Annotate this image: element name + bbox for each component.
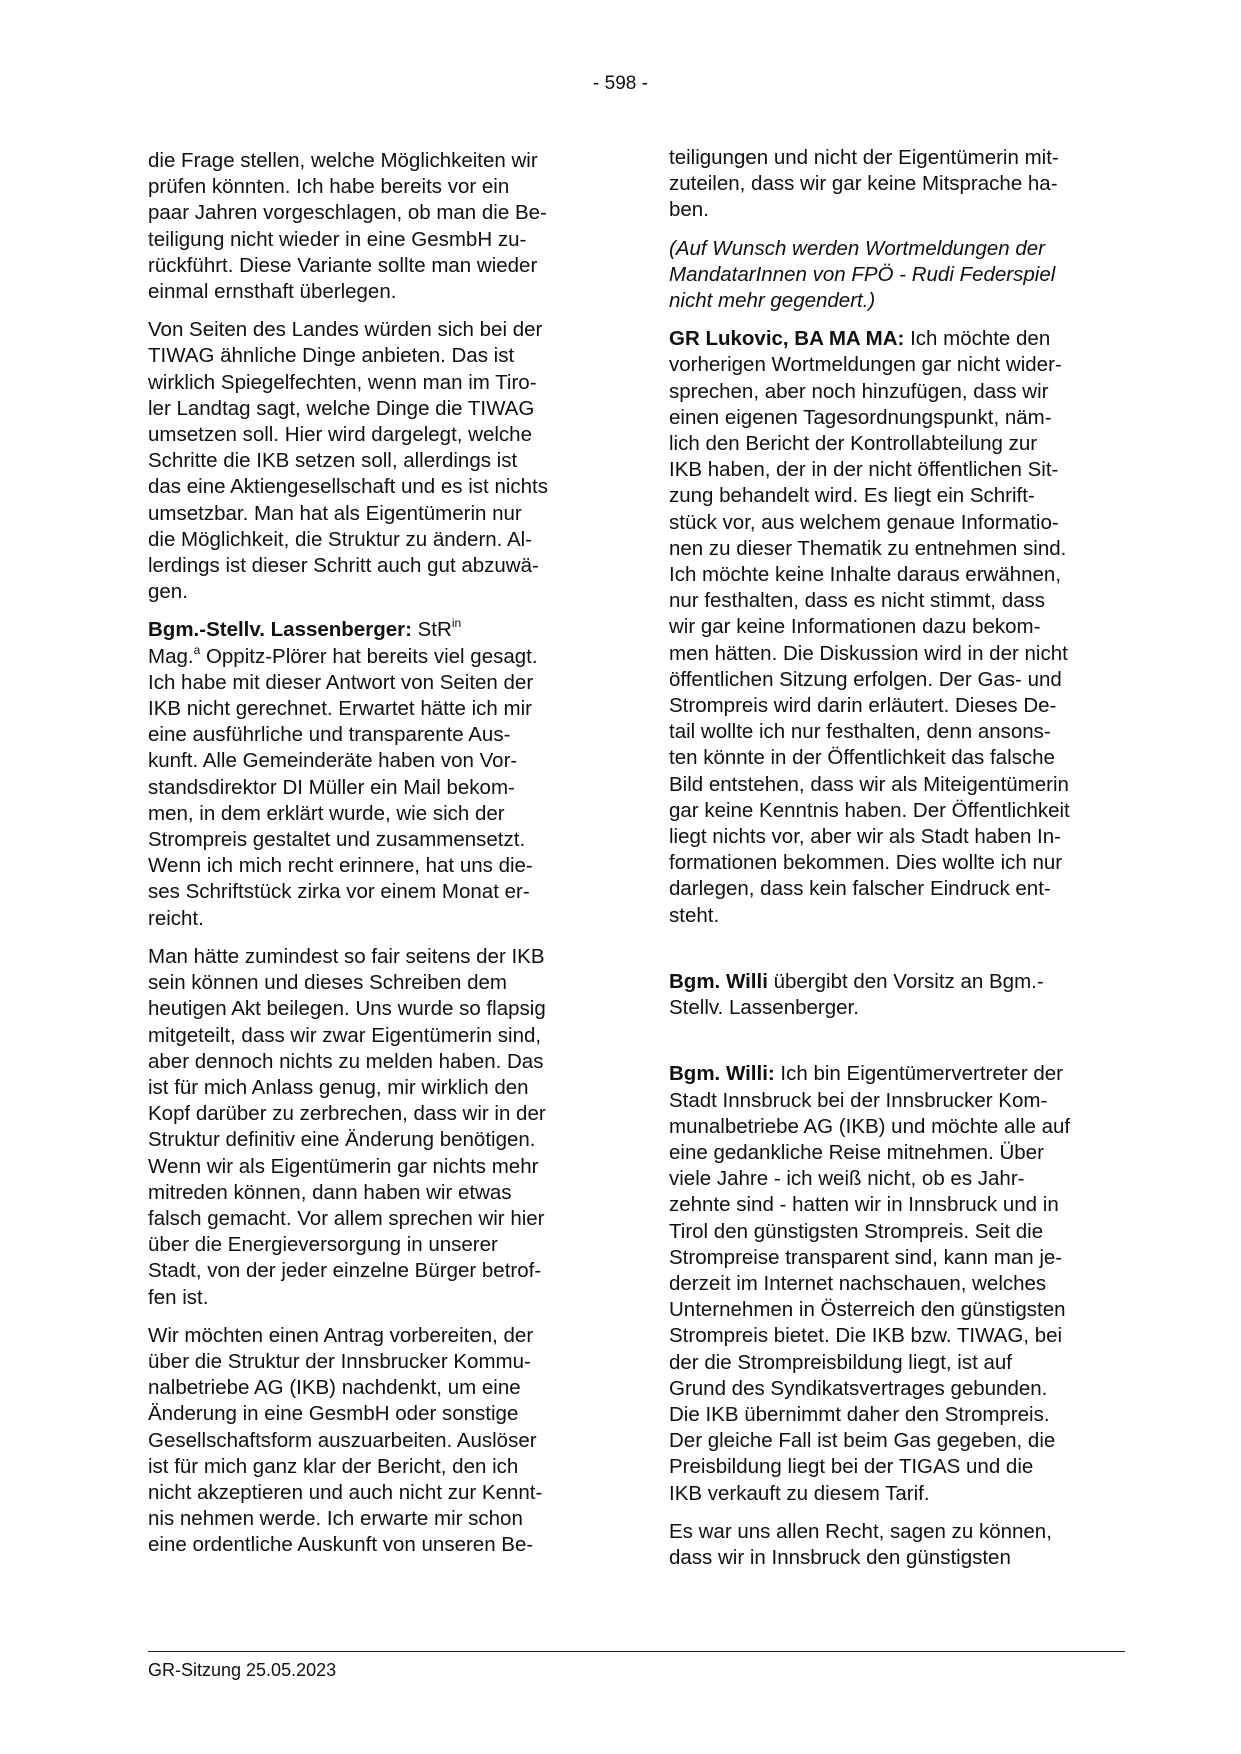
footer-divider [148,1651,1125,1652]
paragraph: Wir möchten einen Antrag vorbereiten, der über die Struktur der Innsbrucker Kommu- nalbetriebe AG (IKB) nachdenkt, um eine Änderung in eine GesmbH oder sonstige Gesellschaftsform auszuarbeiten. Auslöser ist für mich ganz klar der Bericht, den ich nicht akzeptieren und auch nicht zur Kennt- nis nehmen werde. Ich erwarte mir schon eine ordentliche Auskunft von unseren Be- [148,1323,543,1557]
speech-text: Oppitz-Plörer hat bereits viel gesagt. Ich habe mit dieser Antwort von Seiten der IKB nicht gerechnet. Erwartet hätte ich mir eine ausführliche und transparente Aus- kunft. Alle Gemeinderäte haben von Vor- standsdirektor DI Müller ein Mail bekom- men, in dem erklärt wurde, wie sich der Strompreis gestaltet und zusammensetzt. Wenn ich mich recht erinnere, hat uns die- ses Schriftstück zirka vor einem Monat er- reicht. [148,644,538,930]
paragraph: Von Seiten des Landes würden sich bei der TIWAG ähnliche Dinge anbieten. Das ist wirklich Spiegelfechten, wenn man im Tiro- ler Landtag sagt, welche Dinge die TIWAG umsetzen soll. Hier wird dargelegt, welche Schritte die IKB setzen soll, allerdings ist das eine Aktiengesellschaft und es ist nichts umsetzbar. Man hat als Eigentümerin nur die Möglichkeit, die Struktur zu ändern. Al- lerdings ist dieser Schritt auch gut abzuwä- gen. [148,318,548,604]
superscript: a [193,642,201,657]
procedural-note [669,969,1124,1021]
title-str: StR [417,618,452,642]
speech-text: Ich möchte den vorherigen Wortmeldungen gar nicht wider- sprechen, aber noch hinzufügen, dass wir einen eigenen Tagesordnungspunkt, näm- lich den Bericht der Kontrollabteilung zur IKB haben, der in der nicht öffentlichen Sit- zung behandelt wird. Es liegt ein Schrift- stück vor, aus welchem genaue Informatio- nen zu dieser Thematik zu entnehmen sind. Ich möchte keine Inhalte daraus erwähnen, nur festhalten, dass es nicht stimmt, dass wir gar keine Informationen dazu bekom- men hätten. Die Diskussion wird in der nicht öffentlichen Sitzung erfolgen. Der Gas- und Strompreis wird darin erläutert. Dieses De- tail wollte ich nur festhalten, denn ansons- ten könnte in der Öffentlichkeit das falsche Bild entstehen, dass wir als Miteigentümerin gar keine Kenntnis haben. Der Öffentlichkeit liegt nichts vor, aber wir als Stadt haben In- formationen bekommen. Dies wollte ich nur darlegen, dass kein falscher Eindruck ent- steht. [669,327,1070,927]
page-number: - 598 - [593,73,648,94]
speech-text: Ich bin Eigentümervertreter der Stadt Innsbruck bei der Innsbrucker Kom- munalbetriebe AG (IKB) und möchte alle auf eine gedankliche Reise mitnehmen. Über viele Jahre - ich weiß nicht, ob es Jahr- zehnte sind - hatten wir in Innsbruck und in Tirol den günstigsten Strompreis. Seit die Strompreise transparent sind, kann man je- derzeit im Internet nachschauen, welches Unternehmen in Österreich den günstigsten Strompreis bietet. Die IKB bzw. TIWAG, bei der die Strompreisbildung liegt, ist auf Grund des Syndikatsvertrages gebunden. Die IKB übernimmt daher den Strompreis. Der gleiche Fall ist beim Gas gegeben, die Preisbildung liegt bei der TIGAS und die IKB verkauft zu diesem Tarif. [669,1062,1071,1505]
speaker-name: GR Lukovic, BA MA MA: [669,327,905,351]
superscript: in [451,616,462,631]
paragraph: Es war uns allen Recht, sagen zu können, dass wir in Innsbruck den günstigsten [669,1519,1052,1569]
left-column [148,148,603,1571]
speech-paragraph [669,1061,1124,1506]
speech-paragraph [669,326,1124,929]
right-column [669,145,1124,1583]
speaker-name: Bgm. Willi: [669,1062,775,1086]
paragraph: teiligungen und nicht der Eigentümerin mit- zuteilen, dass wir gar keine Mitsprache ha- ben. [669,146,1059,222]
speech-paragraph [148,617,603,931]
editorial-note: (Auf Wunsch werden Wortmeldungen der MandatarInnen von FPÖ - Rudi Federspiel nicht mehr gegendert.) [669,236,1056,313]
footer-session-date: GR-Sitzung 25.05.2023 [148,1660,337,1680]
procedural-text: übergibt den Vorsitz an Bgm.- Stellv. Lassenberger. [669,969,1044,1020]
speaker-name: Bgm. Willi [669,969,768,993]
paragraph: die Frage stellen, welche Möglichkeiten wir prüfen könnten. Ich habe bereits vor ein paar Jahren vorgeschlagen, ob man die Be- teiligung nicht wieder in eine GesmbH zu- rückführt. Diese Variante sollte man wieder einmal ernsthaft überlegen. [148,149,547,304]
title-mag: Mag. [148,644,194,668]
paragraph: Man hätte zumindest so fair seitens der IKB sein können und dieses Schreiben dem heutigen Akt beilegen. Uns wurde so flapsig mitgeteilt, dass wir zwar Eigentümerin sind, aber dennoch nichts zu melden haben. Das ist für mich Anlass genug, mir wirklich den Kopf darüber zu zerbrechen, dass wir in der Struktur definitiv eine Änderung benötigen. Wenn wir als Eigentümerin gar nichts mehr mitreden können, dann haben wir etwas falsch gemacht. Vor allem sprechen wir hier über die Energieversorgung in unserer Stadt, von der jeder einzelne Bürger betrof- fen ist. [148,944,546,1309]
speaker-name: Bgm.-Stellv. Lassenberger: [148,618,412,642]
